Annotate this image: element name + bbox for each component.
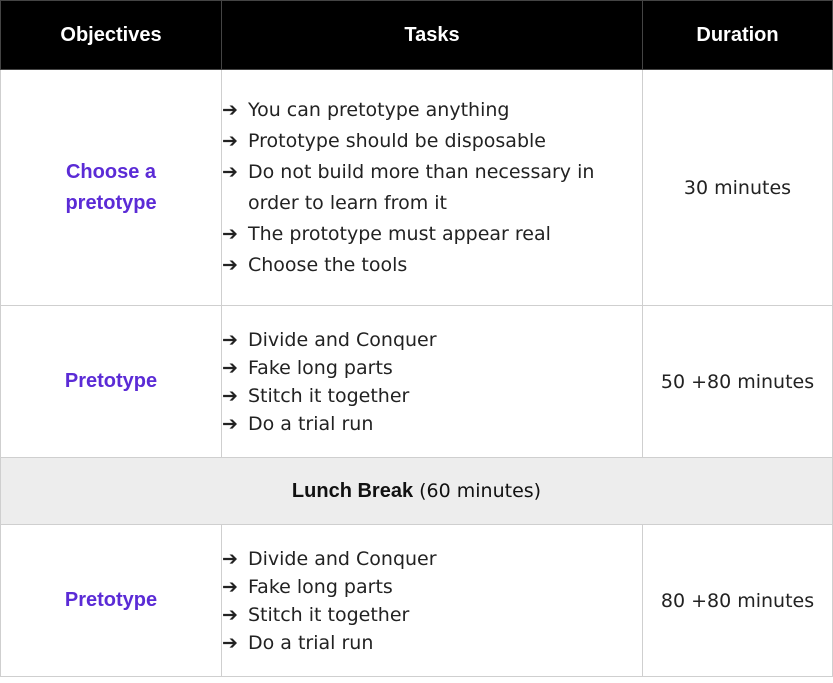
task-text: Fake long parts [248, 575, 393, 598]
task-text: Stitch it together [248, 603, 410, 626]
task-item [222, 126, 642, 157]
arrow-right-icon: ➔ [222, 222, 238, 245]
table-row [1, 525, 833, 677]
lunch-break-detail: (60 minutes) [419, 479, 542, 502]
header-objectives: Objectives [1, 1, 222, 70]
duration-cell: 50 +80 minutes [643, 306, 833, 458]
header-duration: Duration [643, 1, 833, 70]
task-item [222, 219, 642, 250]
objective-label: Pretotype [64, 370, 158, 392]
task-text: You can pretotype anything [248, 98, 510, 121]
task-item [222, 250, 642, 281]
lunch-break-cell [1, 458, 833, 525]
arrow-right-icon: ➔ [222, 384, 238, 407]
tasks-cell [222, 70, 643, 306]
tasks-cell [222, 306, 643, 458]
task-text: Do not build more than necessary in order to learn from it [248, 160, 595, 214]
task-text: Prototype should be disposable [248, 129, 546, 152]
task-item [222, 354, 642, 382]
arrow-right-icon: ➔ [222, 129, 238, 152]
task-text: Do a trial run [248, 412, 374, 435]
task-item [222, 157, 642, 219]
objective-cell [1, 525, 222, 677]
objective-label: Pretotype [64, 589, 158, 611]
task-text: Fake long parts [248, 356, 393, 379]
header-row [1, 1, 833, 70]
task-item [222, 545, 642, 573]
arrow-right-icon: ➔ [222, 98, 238, 121]
task-list [222, 545, 642, 657]
task-text: Divide and Conquer [248, 547, 437, 570]
arrow-right-icon: ➔ [222, 160, 238, 183]
task-item [222, 573, 642, 601]
arrow-right-icon: ➔ [222, 603, 238, 626]
duration-cell: 80 +80 minutes [643, 525, 833, 677]
task-item [222, 326, 642, 354]
task-text: Divide and Conquer [248, 328, 437, 351]
task-item [222, 95, 642, 126]
task-item [222, 382, 642, 410]
arrow-right-icon: ➔ [222, 328, 238, 351]
arrow-right-icon: ➔ [222, 412, 238, 435]
objective-label: Choose a pretotype [65, 160, 157, 214]
lunch-break-row [1, 458, 833, 525]
task-item [222, 629, 642, 657]
task-item [222, 410, 642, 438]
task-text: Choose the tools [248, 253, 408, 276]
lunch-break-title: Lunch Break [291, 479, 414, 502]
table-row [1, 70, 833, 306]
arrow-right-icon: ➔ [222, 575, 238, 598]
objective-cell [1, 306, 222, 458]
arrow-right-icon: ➔ [222, 547, 238, 570]
task-list [222, 326, 642, 438]
task-text: Stitch it together [248, 384, 410, 407]
objective-cell [1, 70, 222, 306]
task-text: The prototype must appear real [248, 222, 551, 245]
arrow-right-icon: ➔ [222, 356, 238, 379]
arrow-right-icon: ➔ [222, 631, 238, 654]
duration-cell: 30 minutes [643, 70, 833, 306]
arrow-right-icon: ➔ [222, 253, 238, 276]
header-tasks: Tasks [222, 1, 643, 70]
table-row [1, 306, 833, 458]
tasks-cell [222, 525, 643, 677]
task-text: Do a trial run [248, 631, 374, 654]
task-item [222, 601, 642, 629]
task-list [222, 95, 642, 281]
